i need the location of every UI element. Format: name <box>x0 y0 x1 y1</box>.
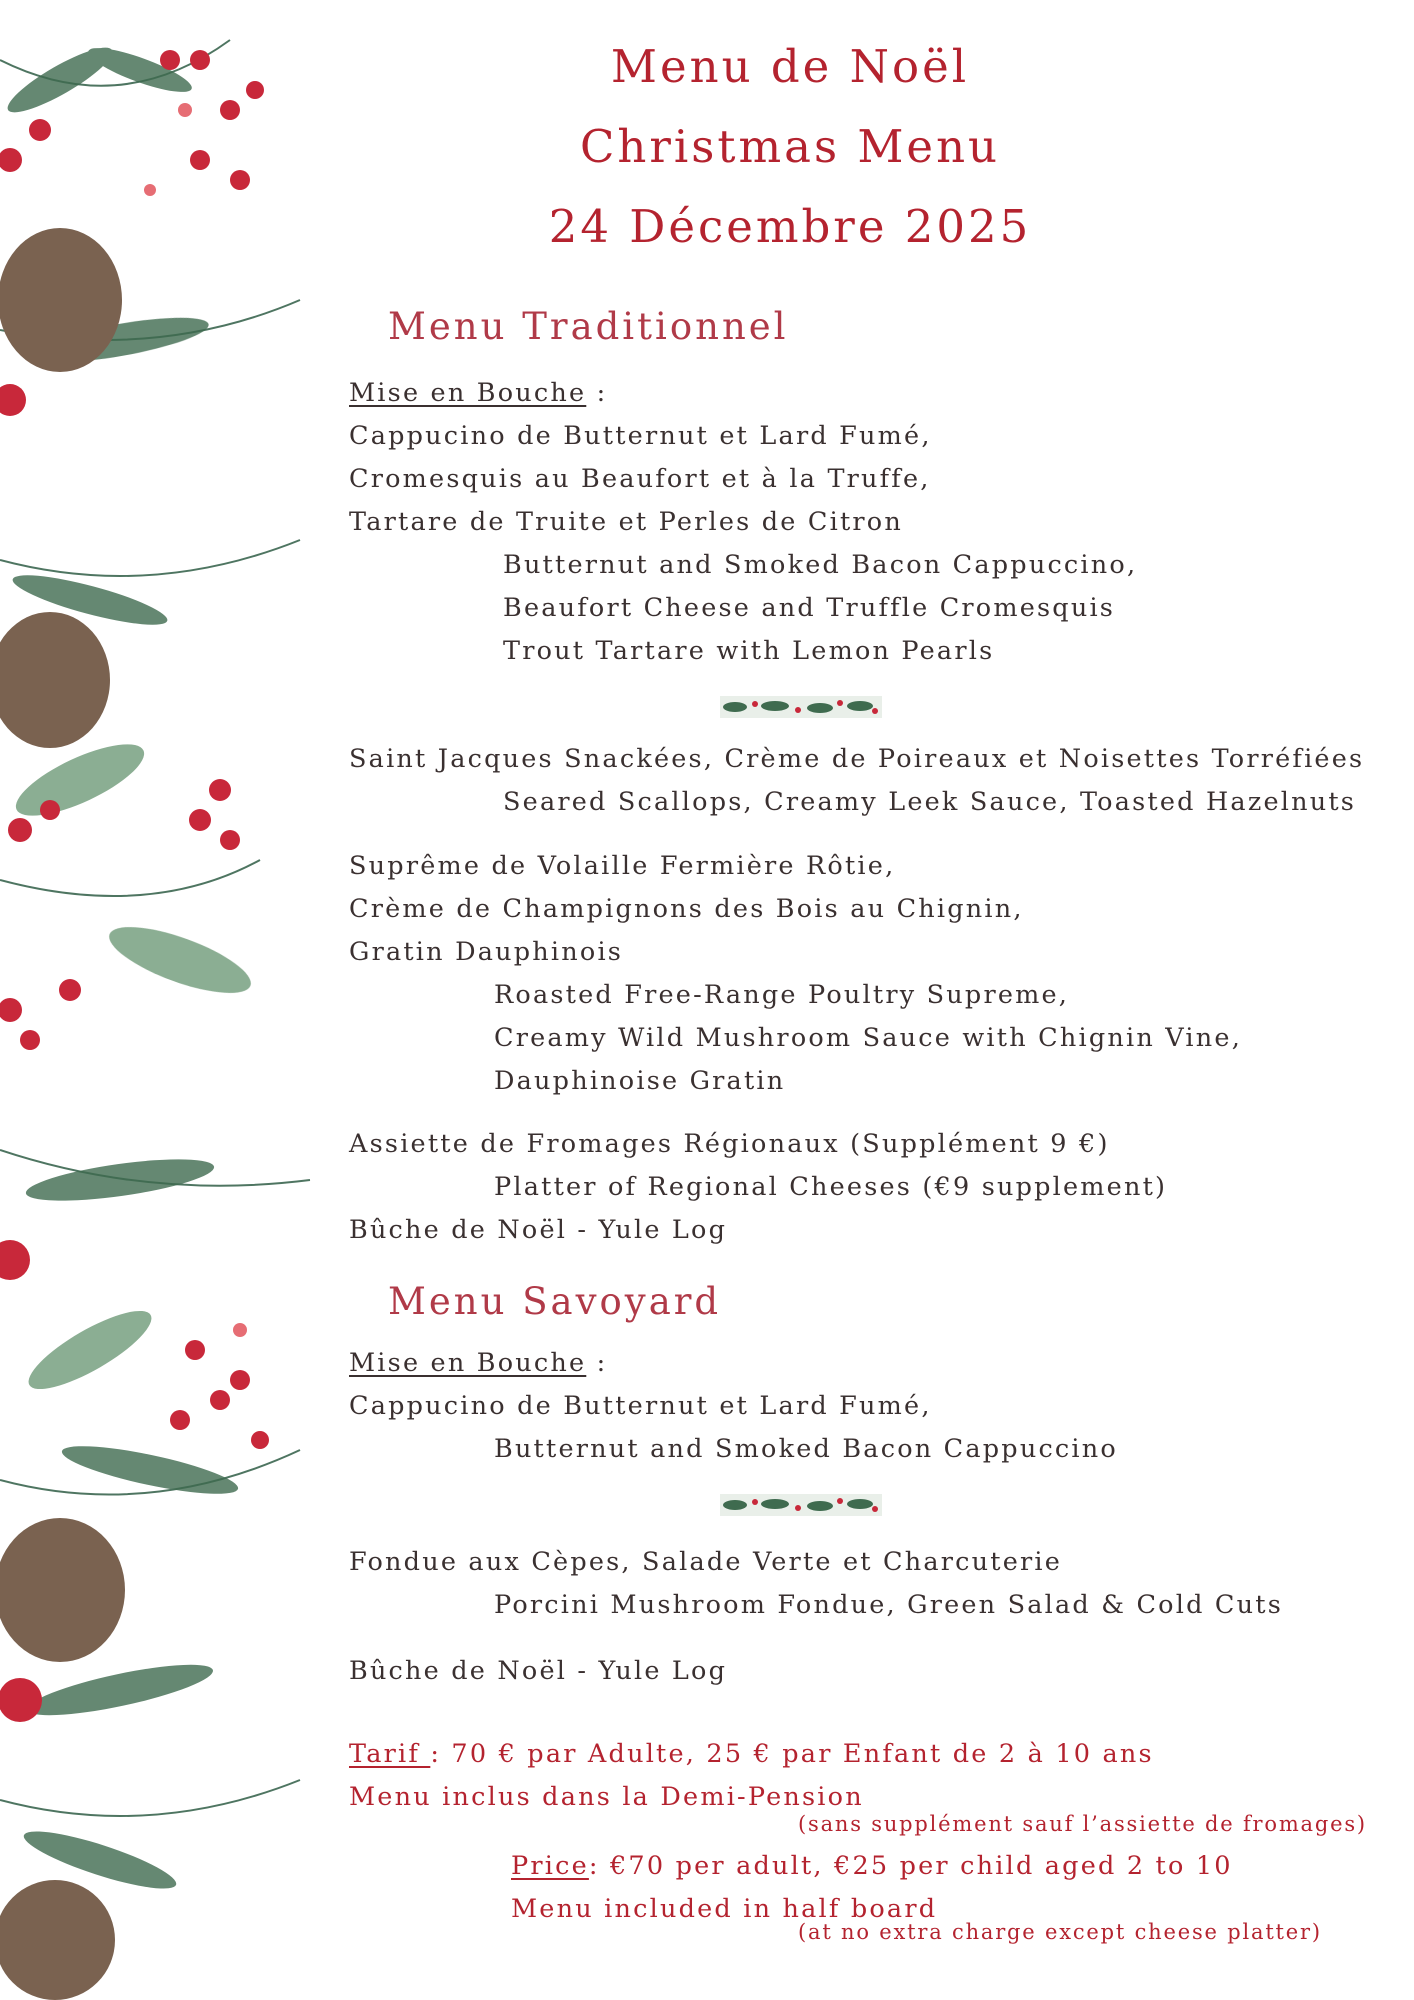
price-label: Price <box>511 1851 589 1881</box>
dish-english: Creamy Wild Mushroom Sauce with Chignin Vine, <box>494 1023 1243 1053</box>
foliage-divider <box>720 692 882 722</box>
dish-english: Butternut and Smoked Bacon Cappuccino <box>494 1434 1118 1464</box>
dish-french: Gratin Dauphinois <box>349 937 624 967</box>
section-heading-savoyard: Menu Savoyard <box>388 1280 722 1323</box>
half-board-english: Menu included in half board <box>511 1894 938 1924</box>
dish-english: Trout Tartare with Lemon Pearls <box>503 636 995 666</box>
tarif-line <box>349 1739 1154 1769</box>
dish-english: Seared Scallops, Creamy Leek Sauce, Toasted Hazelnuts <box>503 787 1357 817</box>
menu-title-french: Menu de Noël <box>610 40 970 93</box>
tarif-label: Tarif <box>349 1739 431 1769</box>
menu-date: 24 Décembre 2025 <box>548 200 1032 253</box>
tarif-text: : 70 € par Adulte, 25 € par Enfant de 2 à 10 ans <box>430 1739 1154 1769</box>
amuse-bouche-label-text: Mise en Bouche <box>349 1348 587 1378</box>
half-board-note-english: (at no extra charge except cheese platter) <box>798 1920 1322 1944</box>
amuse-bouche-colon: : <box>586 1348 608 1378</box>
half-board-french: Menu inclus dans la Demi-Pension <box>349 1782 864 1812</box>
christmas-garland-decoration <box>0 0 330 2000</box>
amuse-bouche-colon: : <box>586 378 608 408</box>
section-heading-traditionnel: Menu Traditionnel <box>388 305 789 348</box>
dish-french: Cromesquis au Beaufort et à la Truffe, <box>349 464 931 494</box>
dish-french: Assiette de Fromages Régionaux (Supplément 9 €) <box>349 1129 1110 1159</box>
menu-title-english: Christmas Menu <box>579 120 1001 173</box>
dish-english: Dauphinoise Gratin <box>494 1066 786 1096</box>
amuse-bouche-label-text: Mise en Bouche <box>349 378 587 408</box>
dish-english: Beaufort Cheese and Truffle Cromesquis <box>503 593 1116 623</box>
amuse-bouche-label <box>349 378 607 408</box>
dish-french: Cappucino de Butternut et Lard Fumé, <box>349 421 932 451</box>
dish-french: Crème de Champignons des Bois au Chignin, <box>349 894 1024 924</box>
dessert: Bûche de Noël - Yule Log <box>349 1215 728 1245</box>
price-text: : €70 per adult, €25 per child aged 2 to 10 <box>588 1851 1233 1881</box>
dish-french: Suprême de Volaille Fermière Rôtie, <box>349 851 896 881</box>
amuse-bouche-label <box>349 1348 607 1378</box>
foliage-divider <box>720 1490 882 1520</box>
dish-french: Saint Jacques Snackées, Crème de Poireaux et Noisettes Torréfiées <box>349 744 1365 774</box>
half-board-note-french: (sans supplément sauf l’assiette de fromages) <box>798 1812 1367 1836</box>
dish-english: Roasted Free-Range Poultry Supreme, <box>494 980 1070 1010</box>
dish-french: Cappucino de Butternut et Lard Fumé, <box>349 1391 932 1421</box>
price-line <box>511 1851 1233 1881</box>
dish-english: Platter of Regional Cheeses (€9 supplement) <box>494 1172 1168 1202</box>
dessert: Bûche de Noël - Yule Log <box>349 1656 728 1686</box>
dish-english: Butternut and Smoked Bacon Cappuccino, <box>503 550 1138 580</box>
dish-english: Porcini Mushroom Fondue, Green Salad & Cold Cuts <box>494 1590 1283 1620</box>
dish-french: Fondue aux Cèpes, Salade Verte et Charcuterie <box>349 1547 1063 1577</box>
dish-french: Tartare de Truite et Perles de Citron <box>349 507 903 537</box>
